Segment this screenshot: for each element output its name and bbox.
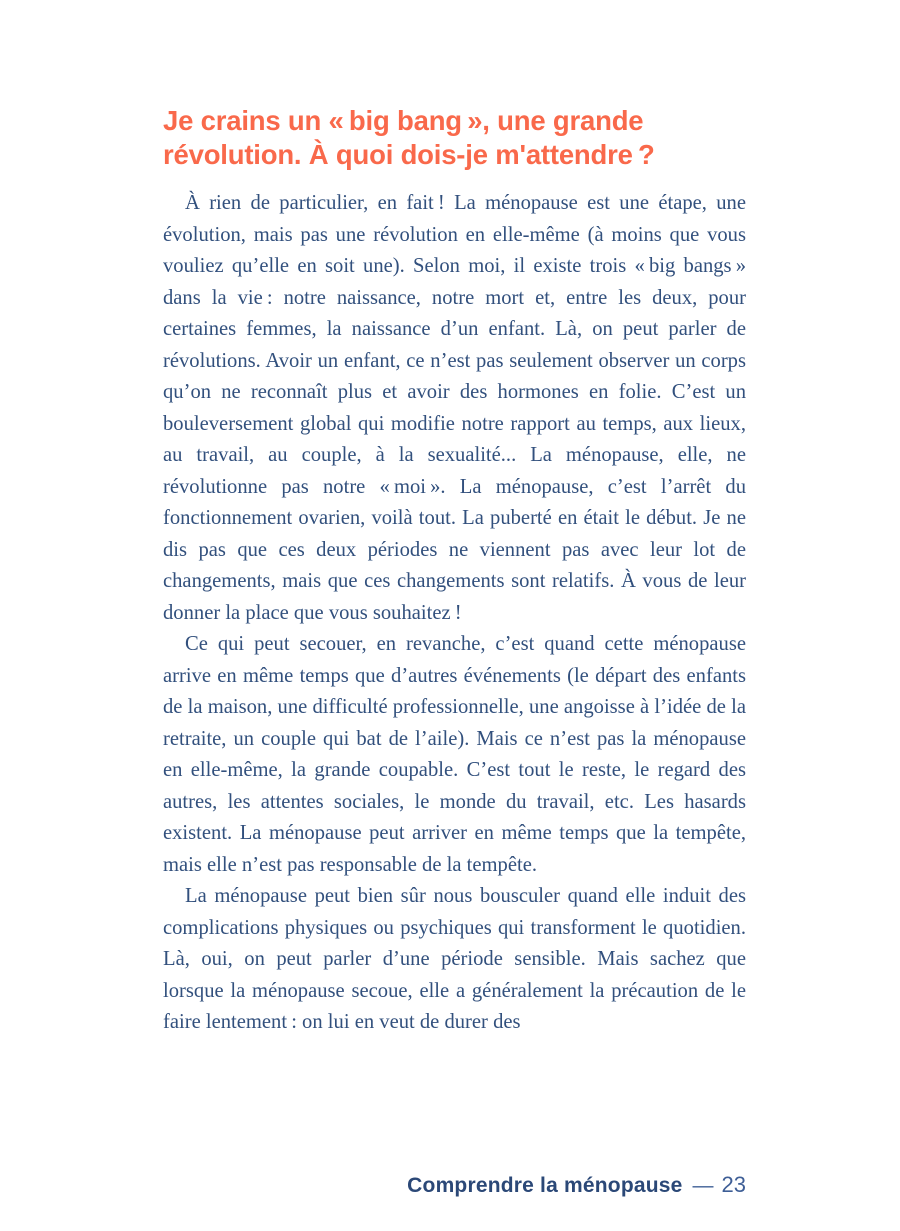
- page-number: 23: [721, 1172, 746, 1197]
- body-text: [163, 188, 746, 1039]
- paragraph: La ménopause peut bien sûr nous bousculer quand elle induit des complications physiques ou psychiques qui transforment le quotidien. Là, oui, on peut parler d’une période sensible. Mais sachez que lorsque la ménopause secoue, elle a généralement la précaution de le faire lentement : on lui en veut de durer des: [163, 885, 746, 1033]
- footer-dash: —: [692, 1174, 714, 1197]
- page-footer: [146, 1172, 746, 1199]
- page-title-line: révolution. À quoi dois-je m'attendre ?: [163, 139, 655, 170]
- page-title: [163, 104, 763, 172]
- paragraph: Ce qui peut secouer, en revanche, c’est quand cette ménopause arrive en même temps que d’autres événements (le départ des enfants de la maison, une difficulté professionnelle, une angoisse à l’idée de la retraite, un couple qui bat de l’aile). Mais ce n’est pas la ménopause en elle-même, la grande coupable. C’est tout le reste, le regard des autres, les attentes sociales, le monde du travail, etc. Les hasards existent. La ménopause peut arriver en même temps que la tempête, mais elle n’est pas responsable de la tempête.: [163, 633, 746, 876]
- paragraph: À rien de particulier, en fait ! La ménopause est une étape, une évolution, mais pas une révolution en elle-même (à moins que vous vouliez qu’elle en soit une). Selon moi, il existe trois « big bangs » dans la vie : notre naissance, notre mort et, entre les deux, pour certaines femmes, la naissance d’un enfant. Là, on peut parler de révolutions. Avoir un enfant, ce n’est pas seulement observer un corps qu’on ne reconnaît plus et avoir des hormones en folie. C’est un bouleversement global qui modifie notre rapport au temps, aux lieux, au travail, au couple, à la sexualité... La ménopause, elle, ne révolutionne pas notre « moi ». La ménopause, c’est l’arrêt du fonctionnement ovarien, voilà tout. La puberté en était le début. Je ne dis pas que ces deux périodes ne viennent pas avec leur lot de changements, mais que ces changements sont relatifs. À vous de leur donner la place que vous souhaitez !: [163, 192, 746, 624]
- page-title-line: Je crains un « big bang », une grande: [163, 105, 644, 136]
- running-footer-section: Comprendre la ménopause: [407, 1174, 683, 1197]
